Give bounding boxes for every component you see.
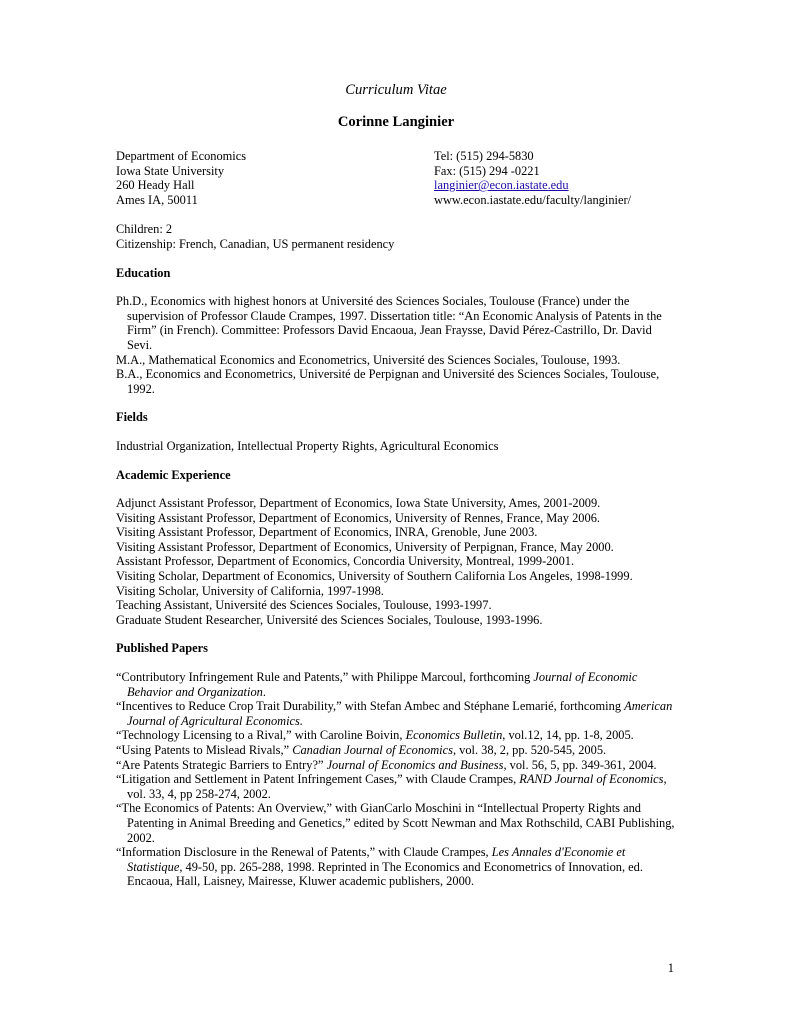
education-entry: B.A., Economics and Econometrics, Université de Perpignan and Université des Sciences Sociales, Toulouse, 1992. bbox=[116, 367, 660, 396]
contact-column bbox=[434, 149, 676, 207]
education-entry: M.A., Mathematical Economics and Econometrics, Université des Sciences Sociales, Toulouse, 1993. bbox=[116, 352, 621, 367]
experience-entry: Adjunct Assistant Professor, Department of Economics, Iowa State University, Ames, 2001-2009. bbox=[116, 496, 601, 511]
paper-journal: Journal of Economics and Business, bbox=[326, 757, 507, 772]
paper-details: vol. 56, 5, pp. 349-361, 2004. bbox=[506, 757, 657, 772]
fax-number: Fax: (515) 294 -0221 bbox=[434, 163, 540, 178]
experience-entry: Visiting Assistant Professor, Department of Economics, University of Perpignan, France, May 2000. bbox=[116, 539, 614, 554]
education-entry: Ph.D., Economics with highest honors at Université des Sciences Sociales, Toulouse (France) under the supervision of Professor Claude Crampes, 1997. Dissertation title: “An Economic Analysis of Patents in the Firm” (in French). Committee: Professors David Encaoua, Jean Fraysse, David Pérez-Castrillo, Dr. David Sevi. bbox=[116, 294, 662, 352]
address-line: Department of Economics bbox=[116, 149, 247, 163]
paper-entry bbox=[116, 728, 676, 743]
fields-text: Industrial Organization, Intellectual Property Rights, Agricultural Economics bbox=[116, 438, 499, 453]
paper-citation: “The Economics of Patents: An Overview,” with GianCarlo Moschini in “Intellectual Property Rights and Patenting in Animal Breeding and Genetics,” edited by Scott Newman and Max Rothschild, CABI Publishing, 2002. bbox=[116, 801, 675, 845]
paper-entry bbox=[116, 699, 676, 728]
paper-details: , 49-50, pp. 265-288, 1998. Reprinted in The Economics and Econometrics of Innovation, ed. Encaoua, Hall, Laisney, Mairesse, Kluwer academic publishers, 2000. bbox=[127, 859, 643, 889]
experience-heading: Academic Experience bbox=[116, 467, 231, 482]
paper-citation: “Are Patents Strategic Barriers to Entry?” bbox=[116, 757, 327, 772]
paper-entry bbox=[116, 670, 676, 699]
paper-citation: “Litigation and Settlement in Patent Infringement Cases,” with Claude Crampes, bbox=[116, 772, 520, 787]
paper-entry bbox=[116, 801, 676, 845]
paper-citation: “Information Disclosure in the Renewal of Patents,” with Claude Crampes, bbox=[116, 845, 492, 860]
author-name: Corinne Langinier bbox=[337, 114, 455, 130]
phone-number: Tel: (515) 294-5830 bbox=[434, 149, 534, 163]
address-line: Iowa State University bbox=[116, 163, 225, 178]
paper-journal: Economics Bulletin bbox=[405, 728, 503, 743]
paper-citation: “Incentives to Reduce Crop Trait Durability,” with Stefan Ambec and Stéphane Lemarié, forthcoming bbox=[116, 699, 625, 714]
papers-heading: Published Papers bbox=[116, 641, 208, 656]
paper-journal: Les Annales d'Economie et Statistique bbox=[127, 845, 626, 874]
education-list bbox=[116, 294, 676, 396]
page-number: 1 bbox=[667, 961, 674, 975]
experience-entry: Assistant Professor, Department of Economics, Concordia University, Montreal, 1999-2001. bbox=[116, 554, 575, 569]
address-line: 260 Heady Hall bbox=[116, 178, 195, 193]
paper-citation: “Contributory Infringement Rule and Patents,” with Philippe Marcoul, forthcoming bbox=[116, 670, 534, 685]
cv-page bbox=[116, 80, 676, 889]
paper-journal: RAND Journal of Economics bbox=[519, 772, 664, 787]
experience-entry: Visiting Assistant Professor, Department of Economics, INRA, Grenoble, June 2003. bbox=[116, 525, 538, 540]
personal-info bbox=[116, 222, 676, 251]
paper-details: , vol. 33, 4, pp 258-274, 2002. bbox=[127, 772, 667, 801]
fields-heading: Fields bbox=[116, 410, 148, 425]
papers-list bbox=[116, 670, 676, 889]
address-line: Ames IA, 50011 bbox=[116, 192, 198, 207]
paper-details: . bbox=[262, 684, 266, 699]
email-link[interactable]: langinier@econ.iastate.edu bbox=[434, 178, 569, 193]
document-title: Curriculum Vitae bbox=[345, 82, 447, 98]
paper-details: , vol. 38, 2, pp. 520-545, 2005. bbox=[452, 743, 607, 757]
experience-entry: Visiting Scholar, University of California, 1997-1998. bbox=[116, 583, 384, 598]
children-info: Children: 2 bbox=[116, 222, 173, 237]
experience-entry: Visiting Scholar, Department of Economics, University of Southern California Los Angeles, 1998-1999. bbox=[116, 569, 633, 584]
paper-citation: “Using Patents to Mislead Rivals,” bbox=[116, 743, 293, 757]
paper-entry bbox=[116, 758, 676, 773]
paper-journal: Canadian Journal of Economics bbox=[292, 743, 453, 757]
paper-entry bbox=[116, 743, 676, 758]
citizenship-info: Citizenship: French, Canadian, US permanent residency bbox=[116, 236, 395, 251]
address-column bbox=[116, 149, 434, 207]
experience-entry: Graduate Student Researcher, Université des Sciences Sociales, Toulouse, 1993-1996. bbox=[116, 612, 543, 627]
paper-journal: Journal of Economic Behavior and Organization bbox=[127, 670, 638, 699]
contact-block bbox=[116, 149, 676, 207]
paper-entry bbox=[116, 845, 676, 889]
experience-entry: Visiting Assistant Professor, Department of Economics, University of Rennes, France, May 2006. bbox=[116, 510, 600, 525]
paper-details: , vol.12, 14, pp. 1-8, 2005. bbox=[502, 728, 634, 743]
paper-journal: American Journal of Agricultural Economics. bbox=[127, 699, 673, 728]
experience-entry: Teaching Assistant, Université des Sciences Sociales, Toulouse, 1993-1997. bbox=[116, 598, 492, 613]
website-url: www.econ.iastate.edu/faculty/langinier/ bbox=[434, 192, 632, 207]
education-heading: Education bbox=[116, 265, 171, 280]
experience-list bbox=[116, 496, 676, 627]
paper-citation: “Technology Licensing to a Rival,” with Caroline Boivin, bbox=[116, 728, 406, 743]
paper-entry bbox=[116, 772, 676, 801]
